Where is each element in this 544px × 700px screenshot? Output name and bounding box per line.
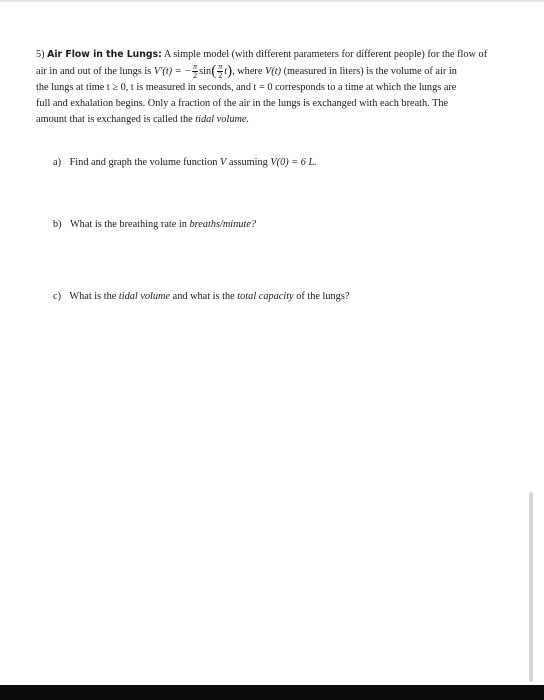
question-a-condition: V(0) = 6 L. [270, 157, 317, 168]
equation-fraction [192, 63, 198, 80]
problem-line-1 [36, 47, 508, 63]
question-b [53, 219, 256, 230]
equation-arg-t: t [224, 65, 228, 77]
problem-statement [36, 47, 508, 128]
problem-title: Air Flow in the Lungs: [47, 49, 162, 60]
bottom-bar [0, 685, 544, 700]
equation-sin: sin [199, 65, 212, 77]
tidal-volume-term: tidal volume. [195, 113, 250, 125]
problem-line-5 [36, 112, 508, 128]
question-a-text2: assuming [228, 157, 268, 168]
top-divider [0, 0, 544, 2]
paren-open: ( [211, 62, 217, 79]
question-c-label: c) [53, 291, 61, 302]
question-c-term1: tidal volume [118, 291, 171, 302]
equation-lhs: V′(t) = − [153, 65, 192, 77]
question-c-text2: and what is the [172, 291, 235, 302]
problem-line-5-text: amount that is exchanged is called the [36, 113, 193, 125]
argument-fraction [217, 63, 223, 80]
problem-line-2-end: (measured in liters) is the volume of air in [283, 65, 457, 77]
arg-denominator: 2 [218, 70, 223, 80]
question-b-text: What is the breathing rate in [69, 219, 187, 230]
fraction-numerator: π [193, 61, 198, 71]
paren-close: ) [227, 62, 233, 79]
problem-line-2 [36, 63, 508, 80]
question-c [53, 291, 349, 302]
volume-function: V(t) [264, 65, 281, 77]
problem-line-3: the lungs at time t ≥ 0, t is measured in seconds, and t = 0 corresponds to a time at which the lungs are [36, 81, 457, 93]
problem-line-4: full and exhalation begins. Only a fraction of the air in the lungs is exchanged with each breath. The [36, 97, 449, 109]
problem-number: 5) [36, 49, 45, 60]
equation-intro-text: air in and out of the lungs is [36, 65, 152, 77]
question-a-text: Find and graph the volume function [69, 157, 218, 168]
question-a-var: V [220, 157, 227, 168]
equation-comma: , where [232, 65, 263, 77]
arg-numerator: π [218, 61, 223, 71]
fraction-denominator: 2 [193, 70, 198, 80]
question-a-label: a) [53, 157, 61, 168]
problem-intro: A simple model (with different parameters for different people) for the flow of [163, 49, 488, 60]
scrollbar[interactable] [529, 492, 533, 682]
question-c-text3: of the lungs? [296, 291, 350, 302]
question-b-label: b) [53, 219, 62, 230]
question-b-term: breaths/minute? [189, 219, 257, 230]
question-a [53, 157, 317, 168]
question-c-term2: total capacity [237, 291, 294, 302]
question-c-text1: What is the [69, 291, 117, 302]
